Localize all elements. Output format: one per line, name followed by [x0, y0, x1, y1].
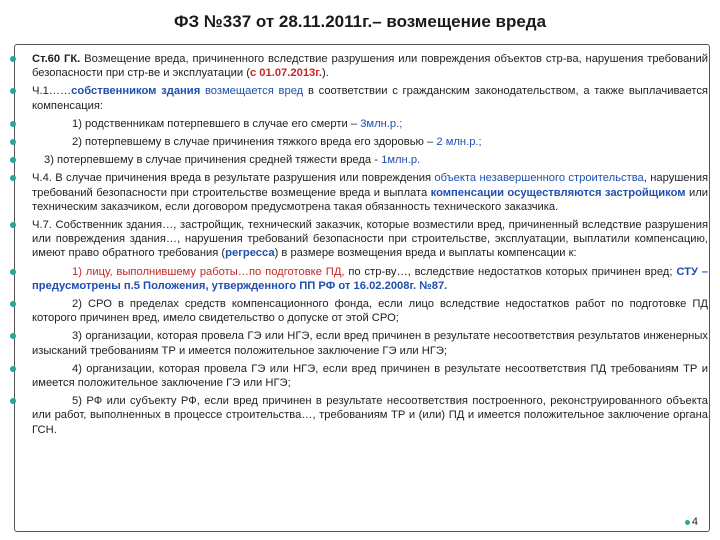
- item-text: или техническим заказчиком, если договором предусмотрена такая обязанность технического заказчика.: [32, 186, 708, 213]
- highlight-text: 1) лицу, выполнившему работы…по подготовке ПД,: [72, 265, 345, 278]
- list-item: [32, 84, 708, 112]
- highlight-text: объекта незавершенного строительства: [434, 172, 644, 185]
- page-number: [685, 516, 698, 528]
- highlight-text: СТУ – предусмотрены п.5 Положения, утвержденного ПП РФ от 16.02.2008г. №87.: [32, 265, 708, 292]
- item-text: ).: [321, 67, 329, 80]
- list-item: [32, 218, 708, 261]
- bullet-icon: [685, 520, 690, 525]
- highlight-text: компенсации осуществляются застройщиком: [430, 186, 686, 199]
- item-text: , нарушения требований безопасности при строительстве возмещение вреда и выплата: [32, 172, 709, 199]
- item-text: 2) СРО в пределах средств компенсационного фонда, если лицо вследствие недостатков работ по подготовке ПД которого причинен вред, имело свидетельство о допуске от этой СРО;: [32, 298, 708, 325]
- item-text: в соответствии с гражданским законодательством, а также выплачивается компенсация:: [32, 85, 708, 112]
- item-text: Ч.4. В случае причинения вреда в результате разрушения или повреждения: [32, 172, 435, 185]
- list-item: [32, 117, 708, 131]
- item-text: Возмещение вреда, причиненного вследствие разрушения или повреждения объектов стр-ва, нарушения требований безопасности при стр-ве и эксплуатации (: [32, 53, 708, 80]
- amount: 2 млн.р.;: [436, 136, 482, 149]
- page-number-value: 4: [691, 516, 698, 528]
- item-text: 1) родственникам потерпевшего в случае его смерти –: [72, 117, 361, 130]
- list-item: [32, 362, 708, 390]
- item-text: ) в размере возмещения вреда и выплаты компенсации к:: [274, 247, 577, 260]
- page-title: ФЗ №337 от 28.11.2011г.– возмещение вреда: [173, 12, 547, 31]
- list-item: [32, 135, 708, 149]
- item-text: 4) организации, которая провела ГЭ или НГЭ, если вред причинен в результате несоответствия ПД требованиям ТР и имеется положительное заключение ГЭ или НГЭ;: [32, 362, 708, 390]
- list-item: [32, 329, 708, 357]
- list-item: [32, 297, 708, 325]
- item-text: по стр-ву…, вследствие недостатков которых причинен вред;: [344, 265, 677, 278]
- item-text: 5) РФ или субъекту РФ, если вред причинен в результате несоответствия построенного, реконструированного объекта или работ, выполненных в процессе строительства…, требованиям ТР и (или) ПД и имеется положительное заключение органа ГСН.: [32, 395, 708, 436]
- highlight-text: возмещается вред: [200, 85, 304, 98]
- item-text: 2) потерпевшему в случае причинения тяжкого вреда его здоровью –: [72, 136, 437, 149]
- list-item: [32, 394, 708, 437]
- item-text: 3) организации, которая провела ГЭ или НГЭ, если вред причинен в результате несоответствия результатов инженерных изысканий требованиям ТР и имеется положительное заключение ГЭ или НГЭ;: [32, 330, 708, 357]
- list-item: [32, 153, 708, 167]
- amount: 1млн.р.: [381, 154, 421, 167]
- article-ref: Ст.60 ГК.: [32, 53, 81, 65]
- list-item: [32, 265, 708, 293]
- list-item: [32, 171, 708, 214]
- item-text: 3) потерпевшему в случае причинения средней тяжести вреда -: [44, 154, 382, 167]
- item-text: Ч.7. Собственник здания…, застройщик, технический заказчик, которые возместили вред, причиненный вследствие разрушения или повреждения здания…, нарушения требований безопасности при строительстве, эксплуатации, выплатили компенсацию, имеют право обратного требования (: [32, 219, 708, 260]
- amount: 3млн.р.;: [360, 117, 403, 130]
- bullet-list: [32, 52, 708, 441]
- item-text: Ч.1……: [32, 85, 72, 98]
- effective-date: с 01.07.2013г.: [249, 67, 322, 80]
- highlight-text: собственником здания: [71, 85, 201, 98]
- highlight-text: регресса: [225, 247, 275, 260]
- list-item: [32, 52, 708, 80]
